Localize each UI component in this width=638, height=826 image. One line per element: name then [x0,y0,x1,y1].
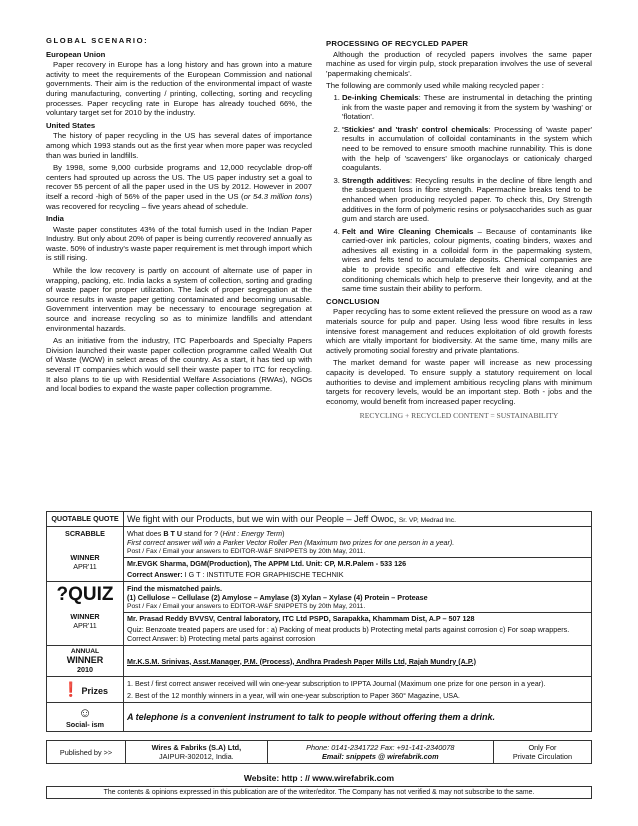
answer-label: Correct Answer: [127,570,183,579]
website-link[interactable]: Website: http : // www.wirefabrik.com [243,773,395,783]
smiley-icon: ☺ [78,705,92,720]
winner-label: WINNER [70,553,100,562]
item-desc: : Recycling results in the decline of fibre length and the subsequent loss in fibre strength. Papermachine breaks tend to be enhanced when producing recycled paper. To check this, Dry Strength additives in the form of polymeric resins or polysaccharides such as guar gum and starch are used. [342,175,592,224]
scrabble-cell [124,527,592,582]
alert-icon: ❗ [62,681,80,697]
publisher-city: JAIPUR-302012, India. [159,752,234,761]
us-text-b: or 54.3 million tons [243,191,310,201]
quote-cell [124,512,592,527]
item-title: 'Stickies' and 'trash' control chemicals [342,124,489,134]
conclusion-heading: CONCLUSION [326,296,380,306]
private-circulation-text: Private Circulation [512,752,573,761]
social-text: A telephone is a convenient instrument to talk to people without offering them a drink. [124,703,592,732]
india-paragraph-3: As an initiative from the industry, ITC Paperboards and Specialty Papers Division launched their waste paper collection programme called Wealth Out of Waste (WOW) in select areas of the country. As a start, it has tied up with several IT companies which would sell their waste paper to ITC for recycling. It also plans to tie up with Residential Welfare Associations (RWAs), NGOs and local bodies to expand the waste paper collection programme. [46,336,312,394]
annual-label-cell [47,646,124,677]
us-paragraph-1: The history of paper recycling in the US has several dates of importance among which 1993 stands out as the first year when more paper was recycled than was buried in landfills. [46,131,312,160]
annual-label: ANNUAL [70,648,100,655]
india-heading: India [46,214,64,224]
contact-cell [267,741,493,764]
month-label: APR'11 [73,562,97,571]
scrabble-label: SCRABBLE [65,529,105,538]
list-item [342,176,592,224]
prizes-label: Prizes [81,686,108,696]
month-label: APR'11 [73,621,97,630]
publisher-table [46,740,592,764]
annual-year: 2010 [77,665,93,674]
quiz-previous: Quiz: Benzoate treated papers are used for : a) Packing of meat products b) Protecting metal parts against corrosion c) For soap wrappers. [127,625,570,634]
quote-text: We fight with our Products, but we win with our People [127,514,344,524]
india-paragraph-2: While the low recovery is partly on account of alternate use of paper in wrapping, packing, etc. India lacks a system of collection, sorting and grading of waste paper for proper utilization. The lack of proper segregation at the source results in waste paper getting contaminated and becoming unusable. Government intervention may be necessary to encourage segregation at source and increase recycling so as to minimize landfills and attendant environmental hazards. [46,266,312,333]
chemicals-list [326,93,592,294]
section-heading: GLOBAL SCENARIO: [46,36,149,45]
publisher-name: Wires & Fabriks (S.A) Ltd, [151,743,242,752]
only-for-text: Only For [528,743,557,752]
quiz-options: (1) Cellulose – Cellulase (2) Amylose – Amylase (3) Xylan – Xylase (4) Protein – Protease [127,593,428,602]
item-desc: : These are instrumental in detaching the printing ink from the waste paper and removing it from the system by 'washing' or 'flotation'. [342,92,592,122]
q-hint: Hint : Energy Term [222,529,283,538]
quiz-answer: Correct Answer: b) Protecting metal parts against corrosion [127,634,316,643]
q-a: What does [127,529,164,538]
list-intro: The following are commonly used while making recycled paper : [326,81,544,91]
us-text-c: ) was recovered for recycling – five years ahead of schedule. [46,191,312,211]
q-c: stand for ? ( [182,529,223,538]
scrabble-label-cell [47,527,124,582]
quiz-label: ?QUIZ [56,584,114,605]
quote-author: – Jeff Owoc, [343,514,399,524]
us-paragraph-2 [46,163,312,211]
prizes-label-cell [47,677,124,703]
item-desc: – Because of contaminants like carried-over ink particles, colour pigments, coating binders, waxes and adhesives all existing in a colloidal form in the papermaking system, wires and felts tend to accumulate deposits. Chemical companies are able to provide specific and effective felt and wire cleaning and conditioning chemicals which help to preserve their longevity, and at the same time sustain their ability to perform. [342,226,592,294]
right-column [326,36,592,421]
list-item [342,125,592,173]
article [46,36,592,421]
scrabble-question [127,529,588,538]
india-paragraph-1 [46,225,312,263]
social-label: Social- ism [66,720,104,729]
annual-winner-label: WINNER [66,655,104,665]
prize-2: 2. Best of the 12 monthly winners in a year, will win one-year subscription to Paper 360° Magazine, USA. [127,691,460,700]
prize-1: 1. Best / first correct answer received will win one-year subscription to IPPTA Journal (Maximum one prize for one person in a year). [127,679,546,688]
scrabble-prize: First correct answer will win a Parker Vector Roller Pen (Maximum two prizes for one person in a year). [127,538,455,547]
tagline: RECYCLING + RECYCLED CONTENT = SUSTAINABILITY [359,411,559,421]
quiz-winner: Mr. Prasad Reddy BVVSV, Central laboratory, ITC Ltd PSPD, Sarapakka, Khammam Dist, A.P – 507 128 [124,612,591,624]
conclusion-paragraph-2: The market demand for waste paper will increase as new processing capacity is developed. To ensure supply a statutory requirement on local authorities to devise and implement ambitious recycling plans with minimum targets for recovery levels, would be an important step. Both - jobs and the economy, would benefit from increased paper recycling. [326,358,592,406]
in-text-c: annually as waste. 50% of industry's waste paper requirement is met through import which is still rising. [46,234,312,263]
quotable-label: QUOTABLE QUOTE [47,512,124,527]
in-text-b: recovered [236,234,271,244]
published-by-label: Published by >> [47,741,126,764]
processing-paragraph: Although the production of recycled papers involves the same paper machine as used for virgin pulp, stock preparation involves the use of several 'papermaking chemicals'. [326,49,592,78]
social-label-cell [47,703,124,732]
eu-heading: European Union [46,49,106,59]
item-title: De-inking Chemicals [342,92,419,102]
processing-heading: PROCESSING OF RECYCLED PAPER [326,39,469,48]
quiz-post: Post / Fax / Email your answers to EDITOR-W&F SNIPPETS by 20th May, 2011. [127,603,366,610]
us-text-a: By 1998, some 9,000 curbside programs and 12,000 recyclable drop-off centers had sprouted up across the US. The US paper industry set a goal to recover 55 percent of all the paper used in the US by 2012. However in 2007 itself a record -high of 56% of the paper used in the US ( [46,163,312,201]
list-item [342,227,592,294]
scrabble-answer [127,570,588,579]
list-item [342,93,592,122]
email-text: Email: snippets @ wirefabrik.com [321,752,439,761]
annual-winner: Mr.K.S.M. Srinivas, Asst.Manager, P.M. (Process), Andhra Pradesh Paper Mills Ltd, Rajah Mundry (A.P.) [124,646,592,677]
quiz-label-cell [47,582,124,646]
item-desc: : Processing of 'waste paper' results in accumulation of colloidal contaminants in the system which need to be removed to ensure smooth machine runnability. This is done with the help of 'scavengers' like organoclays or cationicaly charged coagulants. [342,124,592,173]
snippets-table [46,511,592,732]
left-column [46,36,312,421]
publisher-cell [126,741,268,764]
in-text-a: Waste paper constitutes 43% of the total furnish used in the Indian Paper Industry. But only about 20% of paper is being currently [46,224,312,244]
scrabble-post: Post / Fax / Email your answers to EDITOR-W&F SNIPPETS by 20th May, 2011. [127,548,366,555]
us-heading: United States [46,120,96,130]
circulation-cell [493,741,591,764]
scrabble-winner: Mr.EVGK Sharma, DGM(Production), The APPM Ltd. Unit: CP, M.R.Palem - 533 126 [124,557,591,569]
quote-role: Sr. VP, Medrad Inc. [398,517,456,524]
winner-label: WINNER [70,612,100,621]
quiz-cell [124,582,592,646]
prizes-cell [124,677,592,703]
q-b: B T U [163,529,183,538]
phone-text: Phone: 0141-2341722 Fax: +91-141-2340078 [306,743,455,752]
quiz-question: Find the mismatched pair/s. [127,584,223,593]
item-title: Felt and Wire Cleaning Chemicals [342,226,474,236]
item-title: Strength additives [342,175,411,185]
answer-text: I G T : INSTITUTE FOR GRAPHISCHE TECHNIK [182,570,344,579]
eu-paragraph: Paper recovery in Europe has a long history and has grown into a mature activity to meet the requirements of the European Commission and national governments. Their aim is the reduction of the environmental impact of waste during manufacturing, converting / printing, collecting, sorting and recycling processes. Paper recycling rate in Europe has already touched 66%, the voluntary target set for 2010 by the industry. [46,60,312,118]
q-d: ) [282,529,285,538]
conclusion-paragraph-1: Paper recycling has to some extent relieved the pressure on wood as a raw materials source for pulp and paper. Using less wood fibre results in less intensive forest management and reduces exploitation of old growth forests which are vitally important for biodiversity. At the same time, many mills are actively promoting social forestry and private plantations. [326,307,592,355]
disclaimer: The contents & opinions expressed in this publication are of the writer/editor. The Company has not verified & may not subscribe to the same. [46,786,592,799]
